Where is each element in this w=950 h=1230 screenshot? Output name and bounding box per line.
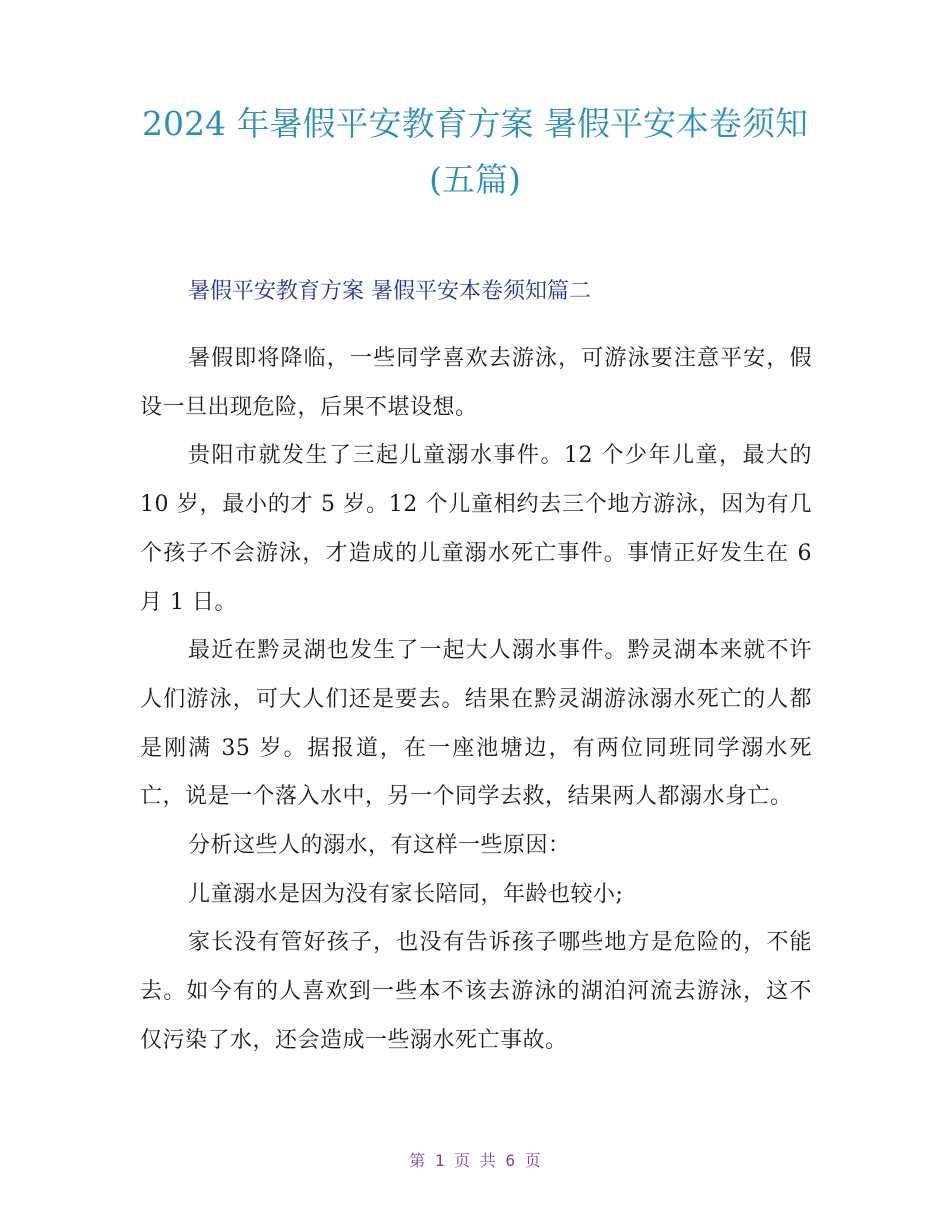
title-line-2: (五篇) [429,160,521,199]
paragraph: 贵阳市就发生了三起儿童溺水事件。12 个少年儿童，最大的 10 岁，最小的才 5 岁。12 个儿童相约去三个地方游泳，因为有几个孩子不会游泳，才造成的儿童溺水死亡事件。事情正好发生在 6 月 1 日。 [140,443,812,615]
paragraph: 最近在黔灵湖也发生了一起大人溺水事件。黔灵湖本来就不许人们游泳，可大人们还是要去。结果在黔灵湖游泳溺水死亡的人都是刚满 35 岁。据报道，在一座池塘边，有两位同班同学溺水死亡，说是一个落入水中，另一个同学去救，结果两人都溺水身亡。 [140,638,812,810]
section-heading: 暑假平安教育方案 暑假平安本卷须知篇二 [188,279,591,304]
page-footer: 第 1 页 共 6 页 [409,1151,541,1170]
title-line-1: 2024 年暑假平安教育方案 暑假平安本卷须知 [142,104,808,143]
document-title [120,96,830,208]
paragraph: 暑假即将降临，一些同学喜欢去游泳，可游泳要注意平安，假设一旦出现危险，后果不堪设想。 [140,346,812,420]
body-text [140,335,812,1066]
paragraph: 儿童溺水是因为没有家长陪同，年龄也较小; [188,881,624,907]
paragraph: 分析这些人的溺水，有这样一些原因： [188,833,571,859]
paragraph: 家长没有管好孩子，也没有告诉孩子哪些地方是危险的，不能去。如今有的人喜欢到一些本不该去游泳的湖泊河流去游泳，这不仅污染了水，还会造成一些溺水死亡事故。 [140,930,812,1053]
